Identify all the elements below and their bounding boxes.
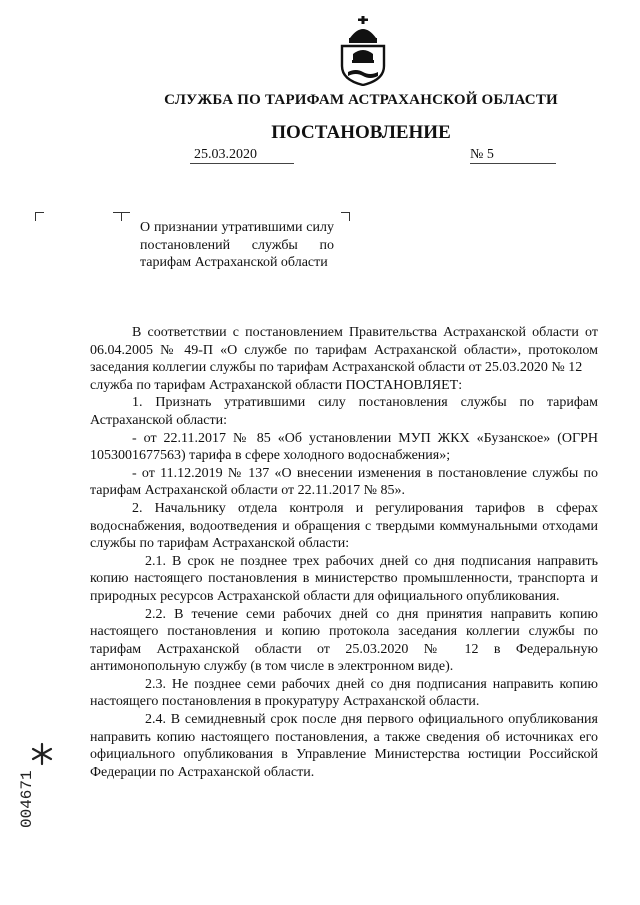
- coat-of-arms-icon: [336, 14, 390, 86]
- clause-2-1: 2.1. В срок не позднее трех рабочих дней со дня подписания направить копию настоящего постановления в министерство промышленности, транспорта и природных ресурсов Астраханской области для официального опубликования.: [90, 553, 598, 604]
- preamble-paragraph: В соответствии с постановлением Правительства Астраханской области от 06.04.2005 № 49-П «О службе по тарифам Астраханской области», протоколом заседания коллегии службы по тарифам Астраханской области от 25.03.2020 № 12: [90, 325, 598, 376]
- document-date: 25.03.2020: [190, 147, 294, 164]
- corner-mark: [35, 212, 44, 221]
- corner-mark: [121, 212, 130, 221]
- clause-2-4: 2.4. В семидневный срок после дня первого официального опубликования направить копию настоящего постановления, а также сведения об источниках его официального опубликования в Управление Министерства юстиции Российской Федерации по Астраханской области.: [90, 712, 598, 780]
- document-subject: О признании утратившими силу постановлений службы по тарифам Астраханской области: [140, 220, 334, 270]
- serial-stamp: 004671: [18, 770, 36, 828]
- document-type: ПОСТАНОВЛЕНИЕ: [271, 122, 451, 143]
- asterisk-icon: [30, 742, 54, 766]
- clause-1-item-b: - от 11.12.2019 № 137 «О внесении изменения в постановление службы по тарифам Астраханской области от 22.11.2017 № 85».: [90, 465, 598, 499]
- clause-2: 2. Начальнику отдела контроля и регулирования тарифов в сферах водоснабжения, водоотведения и обращения с твердыми коммунальными отходами службы по тарифам Астраханской области:: [90, 500, 598, 552]
- organization-name: СЛУЖБА ПО ТАРИФАМ АСТРАХАНСКОЙ ОБЛАСТИ: [164, 92, 558, 108]
- document-number: № 5: [470, 147, 556, 164]
- resolves-line: служба по тарифам Астраханской области ПОСТАНОВЛЯЕТ:: [90, 377, 463, 393]
- clause-1: 1. Признать утратившими силу постановления службы по тарифам Астраханской области:: [90, 395, 598, 428]
- document-body: [90, 324, 598, 781]
- clause-2-3: 2.3. Не позднее семи рабочих дней со дня подписания направить копию настоящего постановления в прокуратуру Астраханской области.: [90, 676, 598, 710]
- clause-2-2: 2.2. В течение семи рабочих дней со дня принятия направить копию настоящего постановления и копию протокола заседания коллегии службы по тарифам Астраханской области от 25.03.2020 № 12 в Федеральную антимонопольную службу (в том числе в электронном виде).: [90, 606, 598, 675]
- clause-1-item-a: - от 22.11.2017 № 85 «Об установлении МУП ЖКХ «Бузанское» (ОГРН 1053001677563) тарифа в сфере холодного водоснабжения»;: [90, 430, 598, 464]
- corner-mark: [341, 212, 350, 221]
